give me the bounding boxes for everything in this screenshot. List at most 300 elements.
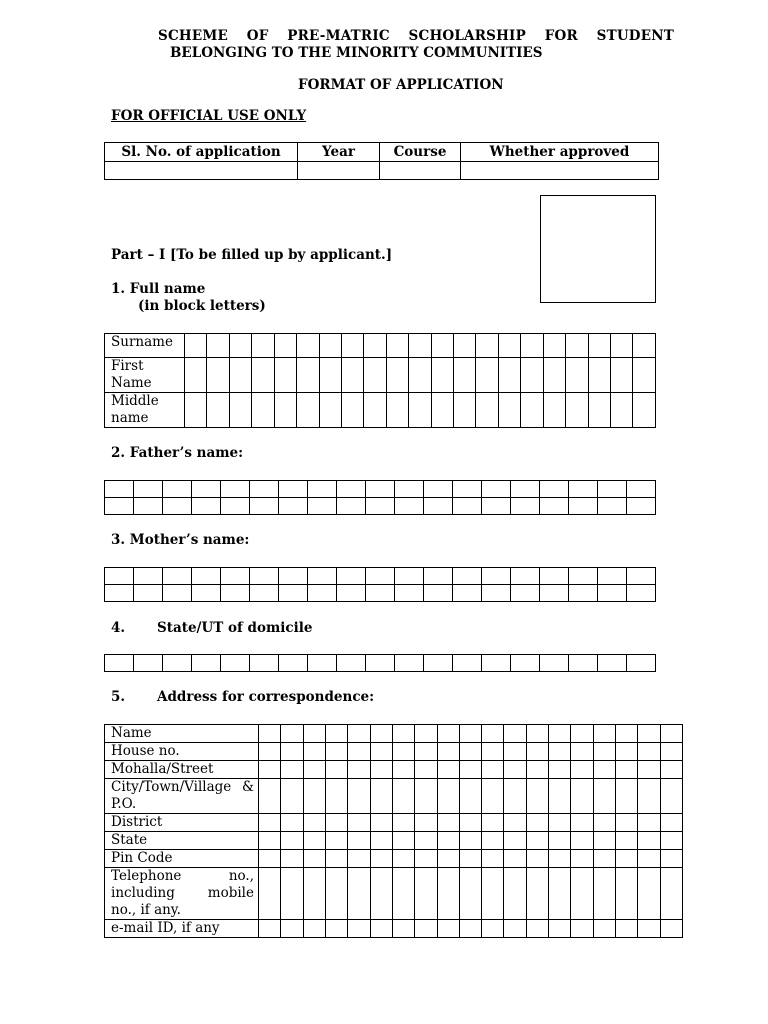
address-box[interactable]: [616, 868, 638, 920]
address-box[interactable]: [549, 761, 571, 779]
surname-box[interactable]: [566, 334, 588, 358]
letter-box[interactable]: [540, 585, 569, 602]
first-name-box[interactable]: [521, 358, 543, 393]
address-box[interactable]: [325, 850, 347, 868]
letter-box[interactable]: [250, 655, 279, 672]
fathers-name-grid[interactable]: [104, 480, 656, 515]
course-cell[interactable]: [380, 162, 461, 180]
year-cell[interactable]: [298, 162, 380, 180]
address-box[interactable]: [437, 725, 459, 743]
address-box[interactable]: [303, 743, 325, 761]
address-box[interactable]: [370, 920, 392, 938]
address-box[interactable]: [437, 832, 459, 850]
address-box[interactable]: [325, 779, 347, 814]
first-name-box[interactable]: [454, 358, 476, 393]
letter-box[interactable]: [134, 498, 163, 515]
address-box[interactable]: [482, 779, 504, 814]
address-box[interactable]: [504, 814, 526, 832]
letter-box[interactable]: [221, 585, 250, 602]
address-box[interactable]: [459, 725, 481, 743]
address-box[interactable]: [370, 743, 392, 761]
letter-box[interactable]: [366, 481, 395, 498]
letter-box[interactable]: [366, 655, 395, 672]
letter-box[interactable]: [482, 585, 511, 602]
letter-box[interactable]: [424, 568, 453, 585]
address-box[interactable]: [459, 850, 481, 868]
first-name-box[interactable]: [364, 358, 386, 393]
address-box[interactable]: [616, 761, 638, 779]
address-box[interactable]: [259, 725, 281, 743]
letter-box[interactable]: [627, 568, 656, 585]
address-box[interactable]: [660, 725, 682, 743]
surname-box[interactable]: [364, 334, 386, 358]
letter-box[interactable]: [308, 655, 337, 672]
address-box[interactable]: [638, 832, 660, 850]
address-box[interactable]: [348, 868, 370, 920]
address-box[interactable]: [437, 850, 459, 868]
address-box[interactable]: [593, 850, 615, 868]
address-box[interactable]: [549, 850, 571, 868]
middle-name-box[interactable]: [431, 393, 453, 428]
surname-box[interactable]: [207, 334, 229, 358]
address-box[interactable]: [392, 832, 414, 850]
letter-box[interactable]: [163, 585, 192, 602]
address-box[interactable]: [526, 832, 548, 850]
letter-box[interactable]: [424, 585, 453, 602]
middle-name-box[interactable]: [498, 393, 520, 428]
address-box[interactable]: [325, 814, 347, 832]
letter-box[interactable]: [511, 481, 540, 498]
address-box[interactable]: [303, 779, 325, 814]
letter-box[interactable]: [569, 481, 598, 498]
address-box[interactable]: [549, 725, 571, 743]
address-box[interactable]: [593, 779, 615, 814]
letter-box[interactable]: [598, 568, 627, 585]
letter-box[interactable]: [308, 498, 337, 515]
letter-box[interactable]: [366, 568, 395, 585]
first-name-box[interactable]: [498, 358, 520, 393]
address-box[interactable]: [593, 761, 615, 779]
middle-name-box[interactable]: [476, 393, 498, 428]
address-box[interactable]: [392, 743, 414, 761]
middle-name-box[interactable]: [611, 393, 633, 428]
surname-box[interactable]: [588, 334, 610, 358]
letter-box[interactable]: [337, 568, 366, 585]
letter-box[interactable]: [569, 498, 598, 515]
address-box[interactable]: [259, 850, 281, 868]
address-box[interactable]: [549, 814, 571, 832]
address-box[interactable]: [660, 761, 682, 779]
middle-name-box[interactable]: [319, 393, 341, 428]
address-box[interactable]: [348, 920, 370, 938]
address-box[interactable]: [526, 920, 548, 938]
letter-box[interactable]: [105, 655, 134, 672]
letter-box[interactable]: [221, 568, 250, 585]
address-box[interactable]: [392, 725, 414, 743]
letter-box[interactable]: [424, 498, 453, 515]
address-box[interactable]: [348, 743, 370, 761]
address-box[interactable]: [459, 814, 481, 832]
address-box[interactable]: [660, 832, 682, 850]
address-box[interactable]: [325, 725, 347, 743]
letter-box[interactable]: [366, 585, 395, 602]
address-box[interactable]: [303, 868, 325, 920]
letter-box[interactable]: [134, 655, 163, 672]
address-box[interactable]: [259, 761, 281, 779]
surname-box[interactable]: [297, 334, 319, 358]
address-box[interactable]: [281, 779, 303, 814]
surname-box[interactable]: [229, 334, 251, 358]
first-name-box[interactable]: [409, 358, 431, 393]
address-box[interactable]: [571, 850, 593, 868]
surname-box[interactable]: [543, 334, 565, 358]
letter-box[interactable]: [192, 585, 221, 602]
address-box[interactable]: [392, 814, 414, 832]
address-box[interactable]: [638, 779, 660, 814]
address-box[interactable]: [482, 814, 504, 832]
address-box[interactable]: [504, 850, 526, 868]
letter-box[interactable]: [308, 585, 337, 602]
address-box[interactable]: [303, 761, 325, 779]
address-box[interactable]: [504, 832, 526, 850]
letter-box[interactable]: [308, 568, 337, 585]
address-box[interactable]: [482, 832, 504, 850]
surname-box[interactable]: [274, 334, 296, 358]
letter-box[interactable]: [598, 481, 627, 498]
address-box[interactable]: [526, 779, 548, 814]
address-box[interactable]: [370, 779, 392, 814]
address-box[interactable]: [616, 725, 638, 743]
middle-name-box[interactable]: [633, 393, 655, 428]
letter-box[interactable]: [221, 655, 250, 672]
address-box[interactable]: [415, 779, 437, 814]
address-box[interactable]: [437, 743, 459, 761]
address-box[interactable]: [392, 761, 414, 779]
address-box[interactable]: [571, 779, 593, 814]
surname-box[interactable]: [476, 334, 498, 358]
address-box[interactable]: [459, 779, 481, 814]
address-box[interactable]: [281, 920, 303, 938]
letter-box[interactable]: [105, 498, 134, 515]
address-box[interactable]: [482, 868, 504, 920]
address-box[interactable]: [638, 920, 660, 938]
address-box[interactable]: [281, 832, 303, 850]
address-box[interactable]: [415, 850, 437, 868]
surname-box[interactable]: [431, 334, 453, 358]
address-box[interactable]: [526, 868, 548, 920]
address-box[interactable]: [281, 761, 303, 779]
letter-box[interactable]: [511, 585, 540, 602]
address-box[interactable]: [303, 725, 325, 743]
letter-box[interactable]: [279, 568, 308, 585]
address-box[interactable]: [415, 761, 437, 779]
letter-box[interactable]: [337, 481, 366, 498]
letter-box[interactable]: [482, 568, 511, 585]
address-box[interactable]: [325, 743, 347, 761]
address-box[interactable]: [638, 868, 660, 920]
address-box[interactable]: [571, 725, 593, 743]
letter-box[interactable]: [337, 498, 366, 515]
first-name-box[interactable]: [611, 358, 633, 393]
address-box[interactable]: [482, 725, 504, 743]
address-box[interactable]: [616, 779, 638, 814]
letter-box[interactable]: [482, 498, 511, 515]
address-box[interactable]: [593, 832, 615, 850]
letter-box[interactable]: [105, 568, 134, 585]
middle-name-box[interactable]: [543, 393, 565, 428]
letter-box[interactable]: [337, 585, 366, 602]
mothers-name-grid[interactable]: [104, 567, 656, 602]
address-box[interactable]: [526, 761, 548, 779]
letter-box[interactable]: [395, 655, 424, 672]
surname-box[interactable]: [611, 334, 633, 358]
address-box[interactable]: [281, 725, 303, 743]
address-box[interactable]: [370, 868, 392, 920]
address-box[interactable]: [303, 814, 325, 832]
address-box[interactable]: [259, 920, 281, 938]
middle-name-box[interactable]: [364, 393, 386, 428]
address-box[interactable]: [660, 850, 682, 868]
surname-box[interactable]: [341, 334, 363, 358]
address-box[interactable]: [526, 814, 548, 832]
address-box[interactable]: [660, 868, 682, 920]
address-box[interactable]: [638, 850, 660, 868]
letter-box[interactable]: [395, 585, 424, 602]
address-box[interactable]: [259, 743, 281, 761]
address-box[interactable]: [616, 743, 638, 761]
letter-box[interactable]: [627, 481, 656, 498]
address-box[interactable]: [325, 761, 347, 779]
address-box[interactable]: [437, 761, 459, 779]
first-name-box[interactable]: [319, 358, 341, 393]
letter-box[interactable]: [163, 498, 192, 515]
address-box[interactable]: [504, 779, 526, 814]
surname-box[interactable]: [185, 334, 207, 358]
letter-box[interactable]: [598, 655, 627, 672]
address-box[interactable]: [571, 868, 593, 920]
address-box[interactable]: [660, 743, 682, 761]
letter-box[interactable]: [163, 481, 192, 498]
address-box[interactable]: [660, 814, 682, 832]
letter-box[interactable]: [453, 498, 482, 515]
surname-box[interactable]: [633, 334, 655, 358]
address-box[interactable]: [571, 761, 593, 779]
letter-box[interactable]: [192, 568, 221, 585]
address-box[interactable]: [482, 850, 504, 868]
first-name-box[interactable]: [274, 358, 296, 393]
address-box[interactable]: [638, 725, 660, 743]
address-box[interactable]: [437, 920, 459, 938]
sl-no-cell[interactable]: [105, 162, 298, 180]
letter-box[interactable]: [308, 481, 337, 498]
first-name-box[interactable]: [633, 358, 655, 393]
address-box[interactable]: [325, 868, 347, 920]
address-box[interactable]: [348, 725, 370, 743]
address-box[interactable]: [281, 868, 303, 920]
address-box[interactable]: [660, 779, 682, 814]
letter-box[interactable]: [569, 655, 598, 672]
address-box[interactable]: [482, 761, 504, 779]
letter-box[interactable]: [250, 481, 279, 498]
address-box[interactable]: [303, 920, 325, 938]
address-box[interactable]: [459, 743, 481, 761]
address-box[interactable]: [259, 814, 281, 832]
letter-box[interactable]: [627, 655, 656, 672]
address-box[interactable]: [638, 743, 660, 761]
letter-box[interactable]: [540, 498, 569, 515]
surname-box[interactable]: [454, 334, 476, 358]
address-box[interactable]: [482, 743, 504, 761]
address-box[interactable]: [526, 850, 548, 868]
letter-box[interactable]: [395, 568, 424, 585]
surname-box[interactable]: [409, 334, 431, 358]
address-box[interactable]: [504, 743, 526, 761]
address-box[interactable]: [616, 920, 638, 938]
letter-box[interactable]: [250, 568, 279, 585]
address-box[interactable]: [526, 725, 548, 743]
surname-box[interactable]: [386, 334, 408, 358]
letter-box[interactable]: [250, 498, 279, 515]
address-box[interactable]: [549, 832, 571, 850]
address-box[interactable]: [593, 725, 615, 743]
letter-box[interactable]: [511, 498, 540, 515]
address-box[interactable]: [504, 868, 526, 920]
letter-box[interactable]: [221, 481, 250, 498]
address-box[interactable]: [303, 832, 325, 850]
letter-box[interactable]: [627, 498, 656, 515]
approved-cell[interactable]: [461, 162, 659, 180]
letter-box[interactable]: [163, 655, 192, 672]
address-box[interactable]: [281, 850, 303, 868]
letter-box[interactable]: [105, 481, 134, 498]
address-box[interactable]: [392, 868, 414, 920]
first-name-box[interactable]: [543, 358, 565, 393]
letter-box[interactable]: [453, 655, 482, 672]
letter-box[interactable]: [424, 481, 453, 498]
letter-box[interactable]: [134, 585, 163, 602]
address-box[interactable]: [281, 743, 303, 761]
address-box[interactable]: [437, 814, 459, 832]
address-box[interactable]: [593, 920, 615, 938]
address-box[interactable]: [325, 832, 347, 850]
address-box[interactable]: [593, 814, 615, 832]
letter-box[interactable]: [134, 481, 163, 498]
letter-box[interactable]: [105, 585, 134, 602]
first-name-box[interactable]: [252, 358, 274, 393]
letter-box[interactable]: [134, 568, 163, 585]
letter-box[interactable]: [598, 498, 627, 515]
first-name-box[interactable]: [229, 358, 251, 393]
first-name-box[interactable]: [185, 358, 207, 393]
address-box[interactable]: [259, 868, 281, 920]
middle-name-box[interactable]: [566, 393, 588, 428]
letter-box[interactable]: [366, 498, 395, 515]
letter-box[interactable]: [192, 655, 221, 672]
address-box[interactable]: [616, 850, 638, 868]
letter-box[interactable]: [192, 498, 221, 515]
letter-box[interactable]: [192, 481, 221, 498]
address-box[interactable]: [392, 779, 414, 814]
address-box[interactable]: [459, 761, 481, 779]
letter-box[interactable]: [395, 498, 424, 515]
address-box[interactable]: [549, 779, 571, 814]
address-box[interactable]: [571, 814, 593, 832]
address-box[interactable]: [549, 868, 571, 920]
first-name-box[interactable]: [207, 358, 229, 393]
address-box[interactable]: [504, 725, 526, 743]
middle-name-box[interactable]: [297, 393, 319, 428]
address-box[interactable]: [303, 850, 325, 868]
first-name-box[interactable]: [297, 358, 319, 393]
letter-box[interactable]: [511, 568, 540, 585]
address-box[interactable]: [415, 832, 437, 850]
middle-name-box[interactable]: [386, 393, 408, 428]
address-box[interactable]: [616, 814, 638, 832]
address-box[interactable]: [549, 743, 571, 761]
address-box[interactable]: [415, 743, 437, 761]
middle-name-box[interactable]: [588, 393, 610, 428]
address-box[interactable]: [571, 920, 593, 938]
letter-box[interactable]: [482, 655, 511, 672]
address-box[interactable]: [348, 850, 370, 868]
first-name-box[interactable]: [386, 358, 408, 393]
middle-name-box[interactable]: [409, 393, 431, 428]
address-box[interactable]: [593, 868, 615, 920]
letter-box[interactable]: [540, 481, 569, 498]
surname-box[interactable]: [498, 334, 520, 358]
letter-box[interactable]: [279, 585, 308, 602]
letter-box[interactable]: [453, 481, 482, 498]
letter-box[interactable]: [540, 655, 569, 672]
letter-box[interactable]: [424, 655, 453, 672]
address-box[interactable]: [459, 832, 481, 850]
letter-box[interactable]: [250, 585, 279, 602]
address-box[interactable]: [325, 920, 347, 938]
first-name-box[interactable]: [431, 358, 453, 393]
first-name-box[interactable]: [566, 358, 588, 393]
address-box[interactable]: [415, 725, 437, 743]
address-box[interactable]: [593, 743, 615, 761]
address-box[interactable]: [415, 868, 437, 920]
address-box[interactable]: [571, 743, 593, 761]
address-box[interactable]: [370, 725, 392, 743]
middle-name-box[interactable]: [229, 393, 251, 428]
address-box[interactable]: [348, 814, 370, 832]
first-name-box[interactable]: [341, 358, 363, 393]
address-box[interactable]: [348, 832, 370, 850]
address-box[interactable]: [415, 920, 437, 938]
address-box[interactable]: [459, 868, 481, 920]
first-name-box[interactable]: [476, 358, 498, 393]
address-box[interactable]: [437, 868, 459, 920]
middle-name-box[interactable]: [521, 393, 543, 428]
letter-box[interactable]: [453, 585, 482, 602]
first-name-box[interactable]: [588, 358, 610, 393]
address-box[interactable]: [459, 920, 481, 938]
letter-box[interactable]: [279, 498, 308, 515]
address-box[interactable]: [415, 814, 437, 832]
address-box[interactable]: [370, 814, 392, 832]
letter-box[interactable]: [279, 481, 308, 498]
letter-box[interactable]: [511, 655, 540, 672]
address-box[interactable]: [437, 779, 459, 814]
middle-name-box[interactable]: [252, 393, 274, 428]
letter-box[interactable]: [163, 568, 192, 585]
middle-name-box[interactable]: [341, 393, 363, 428]
address-box[interactable]: [281, 814, 303, 832]
middle-name-box[interactable]: [207, 393, 229, 428]
letter-box[interactable]: [569, 568, 598, 585]
